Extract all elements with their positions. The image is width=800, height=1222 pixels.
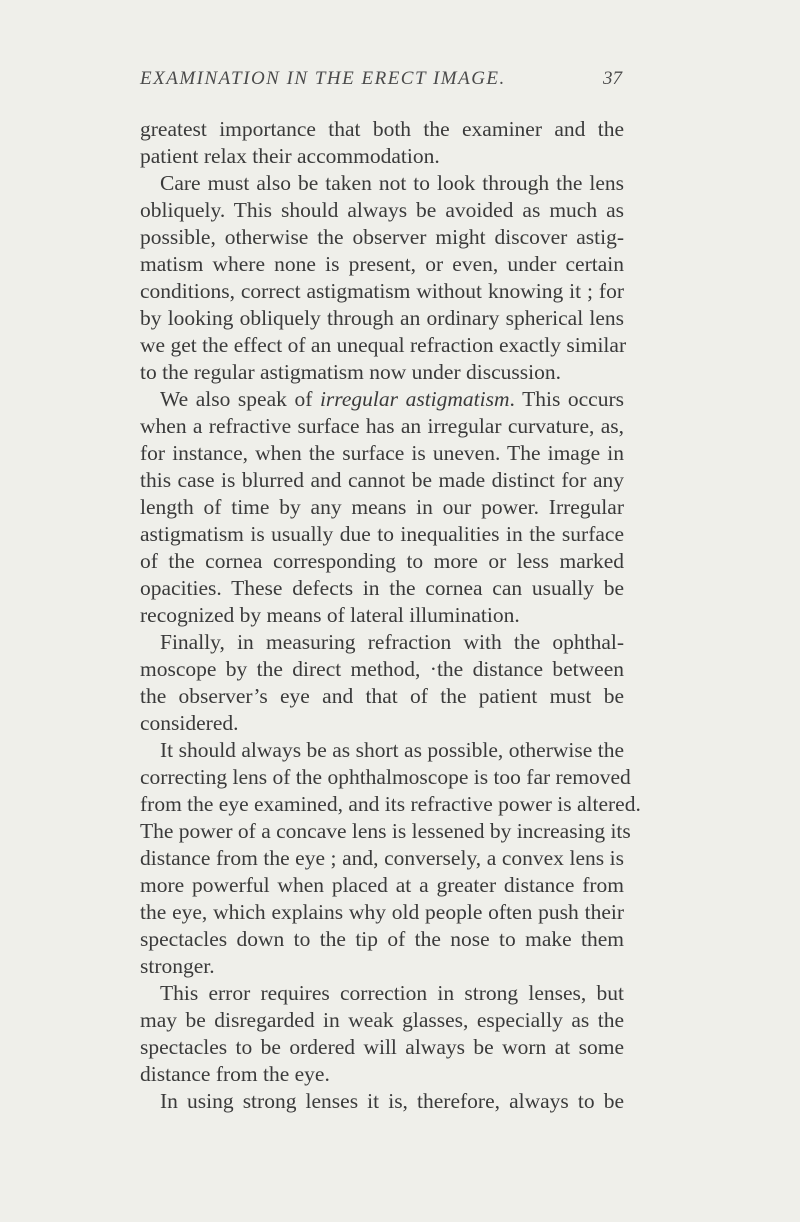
text-line: conditions, correct astigmatism without knowing it ; for xyxy=(140,279,624,303)
text-fragment: We also speak of xyxy=(160,387,320,411)
text-line: to the regular astigmatism now under discussion. xyxy=(140,360,561,384)
text-line: distance from the eye ; and, conversely, a convex lens is xyxy=(140,846,624,870)
text-line: of the cornea corresponding to more or less marked xyxy=(140,549,624,573)
text-line: recognized by means of lateral illumination. xyxy=(140,603,520,627)
text-line: spectacles down to the tip of the nose to make them xyxy=(140,927,624,951)
text-line: from the eye examined, and its refractive power is altered. xyxy=(140,792,641,816)
text-line: correcting lens of the ophthalmoscope is too far removed xyxy=(140,765,631,789)
text-line: this case is blurred and cannot be made distinct for any xyxy=(140,468,624,492)
text-line: astigmatism is usually due to inequalities in the surface xyxy=(140,522,624,546)
text-line xyxy=(140,386,624,413)
text-line: moscope by the direct method, ·the distance between xyxy=(140,657,624,681)
page-number: 37 xyxy=(603,68,622,89)
text-line: In using strong lenses it is, therefore, always to be xyxy=(160,1089,624,1113)
running-head-title: EXAMINATION IN THE ERECT IMAGE. xyxy=(140,68,506,89)
text-line: we get the effect of an unequal refraction exactly similar xyxy=(140,333,627,357)
text-line: distance from the eye. xyxy=(140,1062,330,1086)
text-line: Care must also be taken not to look through the lens xyxy=(160,171,624,195)
text-line: matism where none is present, or even, under certain xyxy=(140,252,624,276)
text-line: patient relax their accommodation. xyxy=(140,144,440,168)
text-line: when a refractive surface has an irregular curvature, as, xyxy=(140,414,624,438)
text-line: The power of a concave lens is lessened by increasing its xyxy=(140,819,631,843)
text-line: greatest importance that both the examiner and the xyxy=(140,117,624,141)
text-line: by looking obliquely through an ordinary spherical lens xyxy=(140,306,624,330)
text-line: the eye, which explains why old people often push their xyxy=(140,900,624,924)
text-line: possible, otherwise the observer might discover astig- xyxy=(140,225,624,249)
text-fragment: . This occurs xyxy=(509,387,625,411)
text-line: Finally, in measuring refraction with the ophthal- xyxy=(160,630,624,654)
text-line: obliquely. This should always be avoided as much as xyxy=(140,198,624,222)
text-line: length of time by any means in our power. Irregular xyxy=(140,495,624,519)
text-line: It should always be as short as possible, otherwise the xyxy=(160,738,624,762)
text-line: opacities. These defects in the cornea can usually be xyxy=(140,576,624,600)
text-line: the observer’s eye and that of the patient must be xyxy=(140,684,624,708)
text-line: spectacles to be ordered will always be worn at some xyxy=(140,1035,624,1059)
emphasis-text: irregular astigmatism xyxy=(319,387,510,411)
body-text xyxy=(140,116,641,1115)
text-line: more powerful when placed at a greater distance from xyxy=(140,873,624,897)
text-line: for instance, when the surface is uneven. The image in xyxy=(140,441,624,465)
text-line: This error requires correction in strong lenses, but xyxy=(160,981,624,1005)
text-line: stronger. xyxy=(140,954,215,978)
text-line: may be disregarded in weak glasses, especially as the xyxy=(140,1008,624,1032)
text-line: considered. xyxy=(140,711,239,735)
